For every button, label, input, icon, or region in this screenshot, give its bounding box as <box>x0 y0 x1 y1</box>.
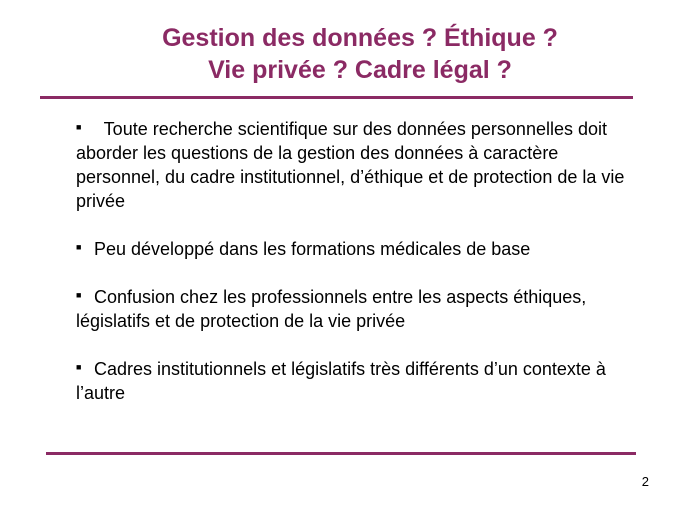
top-divider <box>40 96 633 99</box>
bullet-text: Peu développé dans les formations médicales de base <box>94 239 531 259</box>
bullet-item <box>76 285 636 333</box>
square-bullet-icon: ■ <box>76 362 82 372</box>
square-bullet-icon: ■ <box>76 242 82 252</box>
bullet-item <box>76 357 636 405</box>
bullet-text: Toute recherche scientifique sur des données personnelles doit aborder les questions de la gestion des données à caractère personnel, du cadre institutionnel, d’éthique et de protection de la vie privée <box>76 119 630 211</box>
slide-title <box>40 22 680 86</box>
bullet-list <box>76 117 636 429</box>
bullet-item <box>76 237 636 261</box>
square-bullet-icon: ■ <box>76 122 82 132</box>
title-line-1: Gestion des données ? Éthique ? <box>162 24 558 52</box>
bullet-item <box>76 117 636 213</box>
page-number: 2 <box>641 474 649 489</box>
bullet-text: Confusion chez les professionnels entre les aspects éthiques, législatifs et de protection de la vie privée <box>76 287 587 331</box>
bullet-text: Cadres institutionnels et législatifs très différents d’un contexte à l’autre <box>76 359 606 403</box>
bottom-divider <box>46 452 636 455</box>
title-line-2: Vie privée ? Cadre légal ? <box>208 56 512 84</box>
square-bullet-icon: ■ <box>76 290 82 300</box>
